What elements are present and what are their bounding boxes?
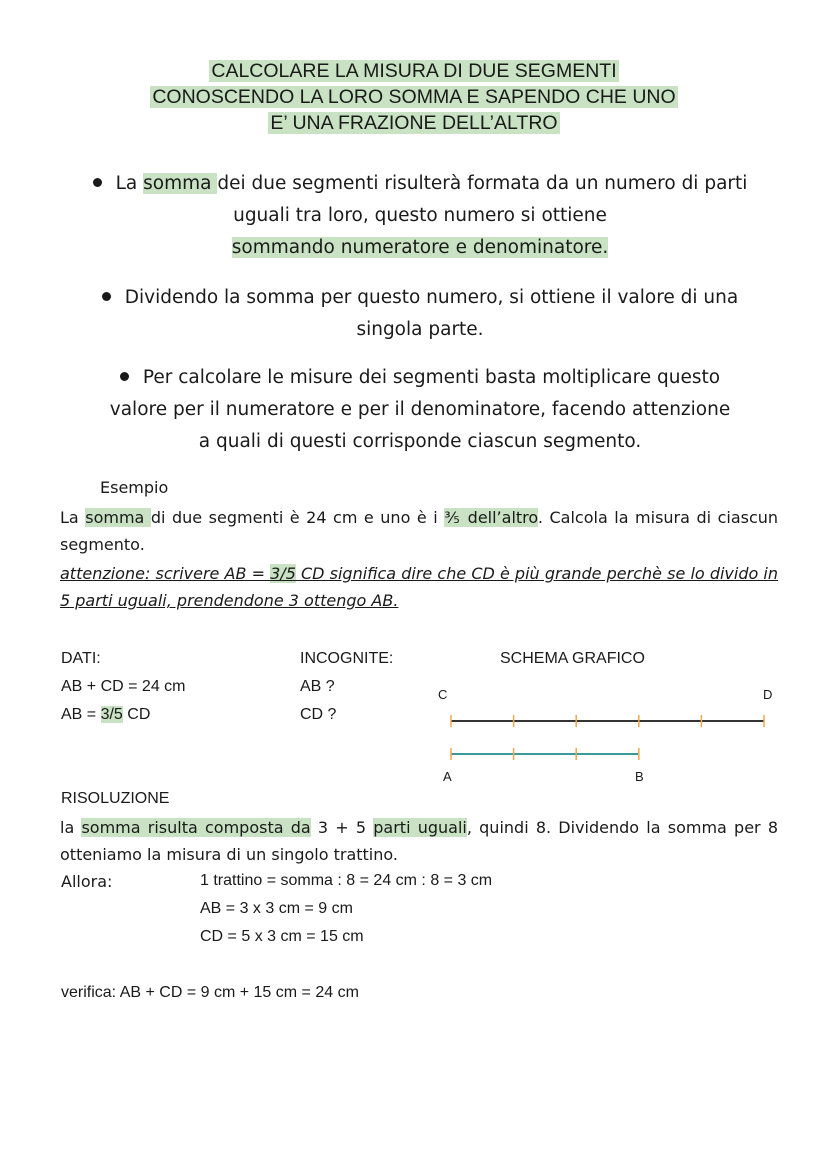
- incognite-row-1: AB ?: [300, 678, 335, 695]
- incognite-heading: INCOGNITE:: [300, 650, 394, 667]
- allora-label: Allora:: [61, 872, 113, 891]
- schema-heading: SCHEMA GRAFICO: [500, 650, 645, 667]
- risoluzione-text: la somma risulta composta da 3 + 5 parti uguali, quindi 8. Dividendo la somma per 8 otteniamo la misura di un singolo trattino.: [60, 818, 778, 864]
- label-d: D: [763, 687, 773, 702]
- segment-diagram: [430, 680, 790, 790]
- bullet-3: Per calcolare le misure dei segmenti basta moltiplicare questo valore per il numeratore e per il denominatore, facendo attenzione a quali di questi corrisponde ciascun segmento.: [109, 367, 731, 452]
- label-c: C: [438, 687, 448, 702]
- page-title: [0, 58, 828, 136]
- verifica-line: verifica: AB + CD = 9 cm + 15 cm = 24 cm: [61, 984, 359, 1001]
- incognite-row-2: CD ?: [300, 706, 337, 723]
- dati-heading: DATI:: [61, 650, 101, 667]
- calc-line-3: CD = 5 x 3 cm = 15 cm: [200, 928, 364, 945]
- highlight-sommando: sommando numeratore e denominatore.: [231, 237, 609, 258]
- label-a: A: [443, 769, 452, 784]
- bullet-dot: [120, 372, 129, 381]
- bullet-1: La somma dei due segmenti risulterà formata da un numero di parti uguali tra loro, questo numero si ottiene sommando numeratore e denominatore.: [40, 168, 800, 264]
- bullet-dot: [102, 292, 111, 301]
- bullet-2: Dividendo la somma per questo numero, si ottiene il valore di una singola parte.: [40, 282, 800, 346]
- title-line-1: CALCOLARE LA MISURA DI DUE SEGMENTI: [211, 60, 617, 82]
- title-line-2: CONOSCENDO LA LORO SOMMA E SAPENDO CHE UNO: [152, 86, 676, 108]
- bullet-dot: [93, 178, 102, 187]
- example-heading: Esempio: [100, 478, 169, 497]
- risoluzione-heading: RISOLUZIONE: [61, 790, 170, 807]
- example-note: attenzione: scrivere AB = 3/5 CD significa dire che CD è più grande perchè se lo divido in 5 parti uguali, prendendone 3 ottengo AB.: [60, 564, 779, 610]
- dati-row-2: AB = 3/5 CD: [61, 706, 151, 723]
- highlight-somma: somma: [143, 173, 218, 194]
- calc-line-2: AB = 3 x 3 cm = 9 cm: [200, 900, 353, 917]
- title-line-3: E’ UNA FRAZIONE DELL’ALTRO: [270, 112, 558, 134]
- label-b: B: [635, 769, 644, 784]
- calc-line-1: 1 trattino = somma : 8 = 24 cm : 8 = 3 cm: [200, 872, 493, 889]
- example-text: La somma di due segmenti è 24 cm e uno è i ⅗ dell’altro. Calcola la misura di ciascun segmento.: [60, 508, 779, 554]
- dati-row-1: AB + CD = 24 cm: [61, 678, 186, 695]
